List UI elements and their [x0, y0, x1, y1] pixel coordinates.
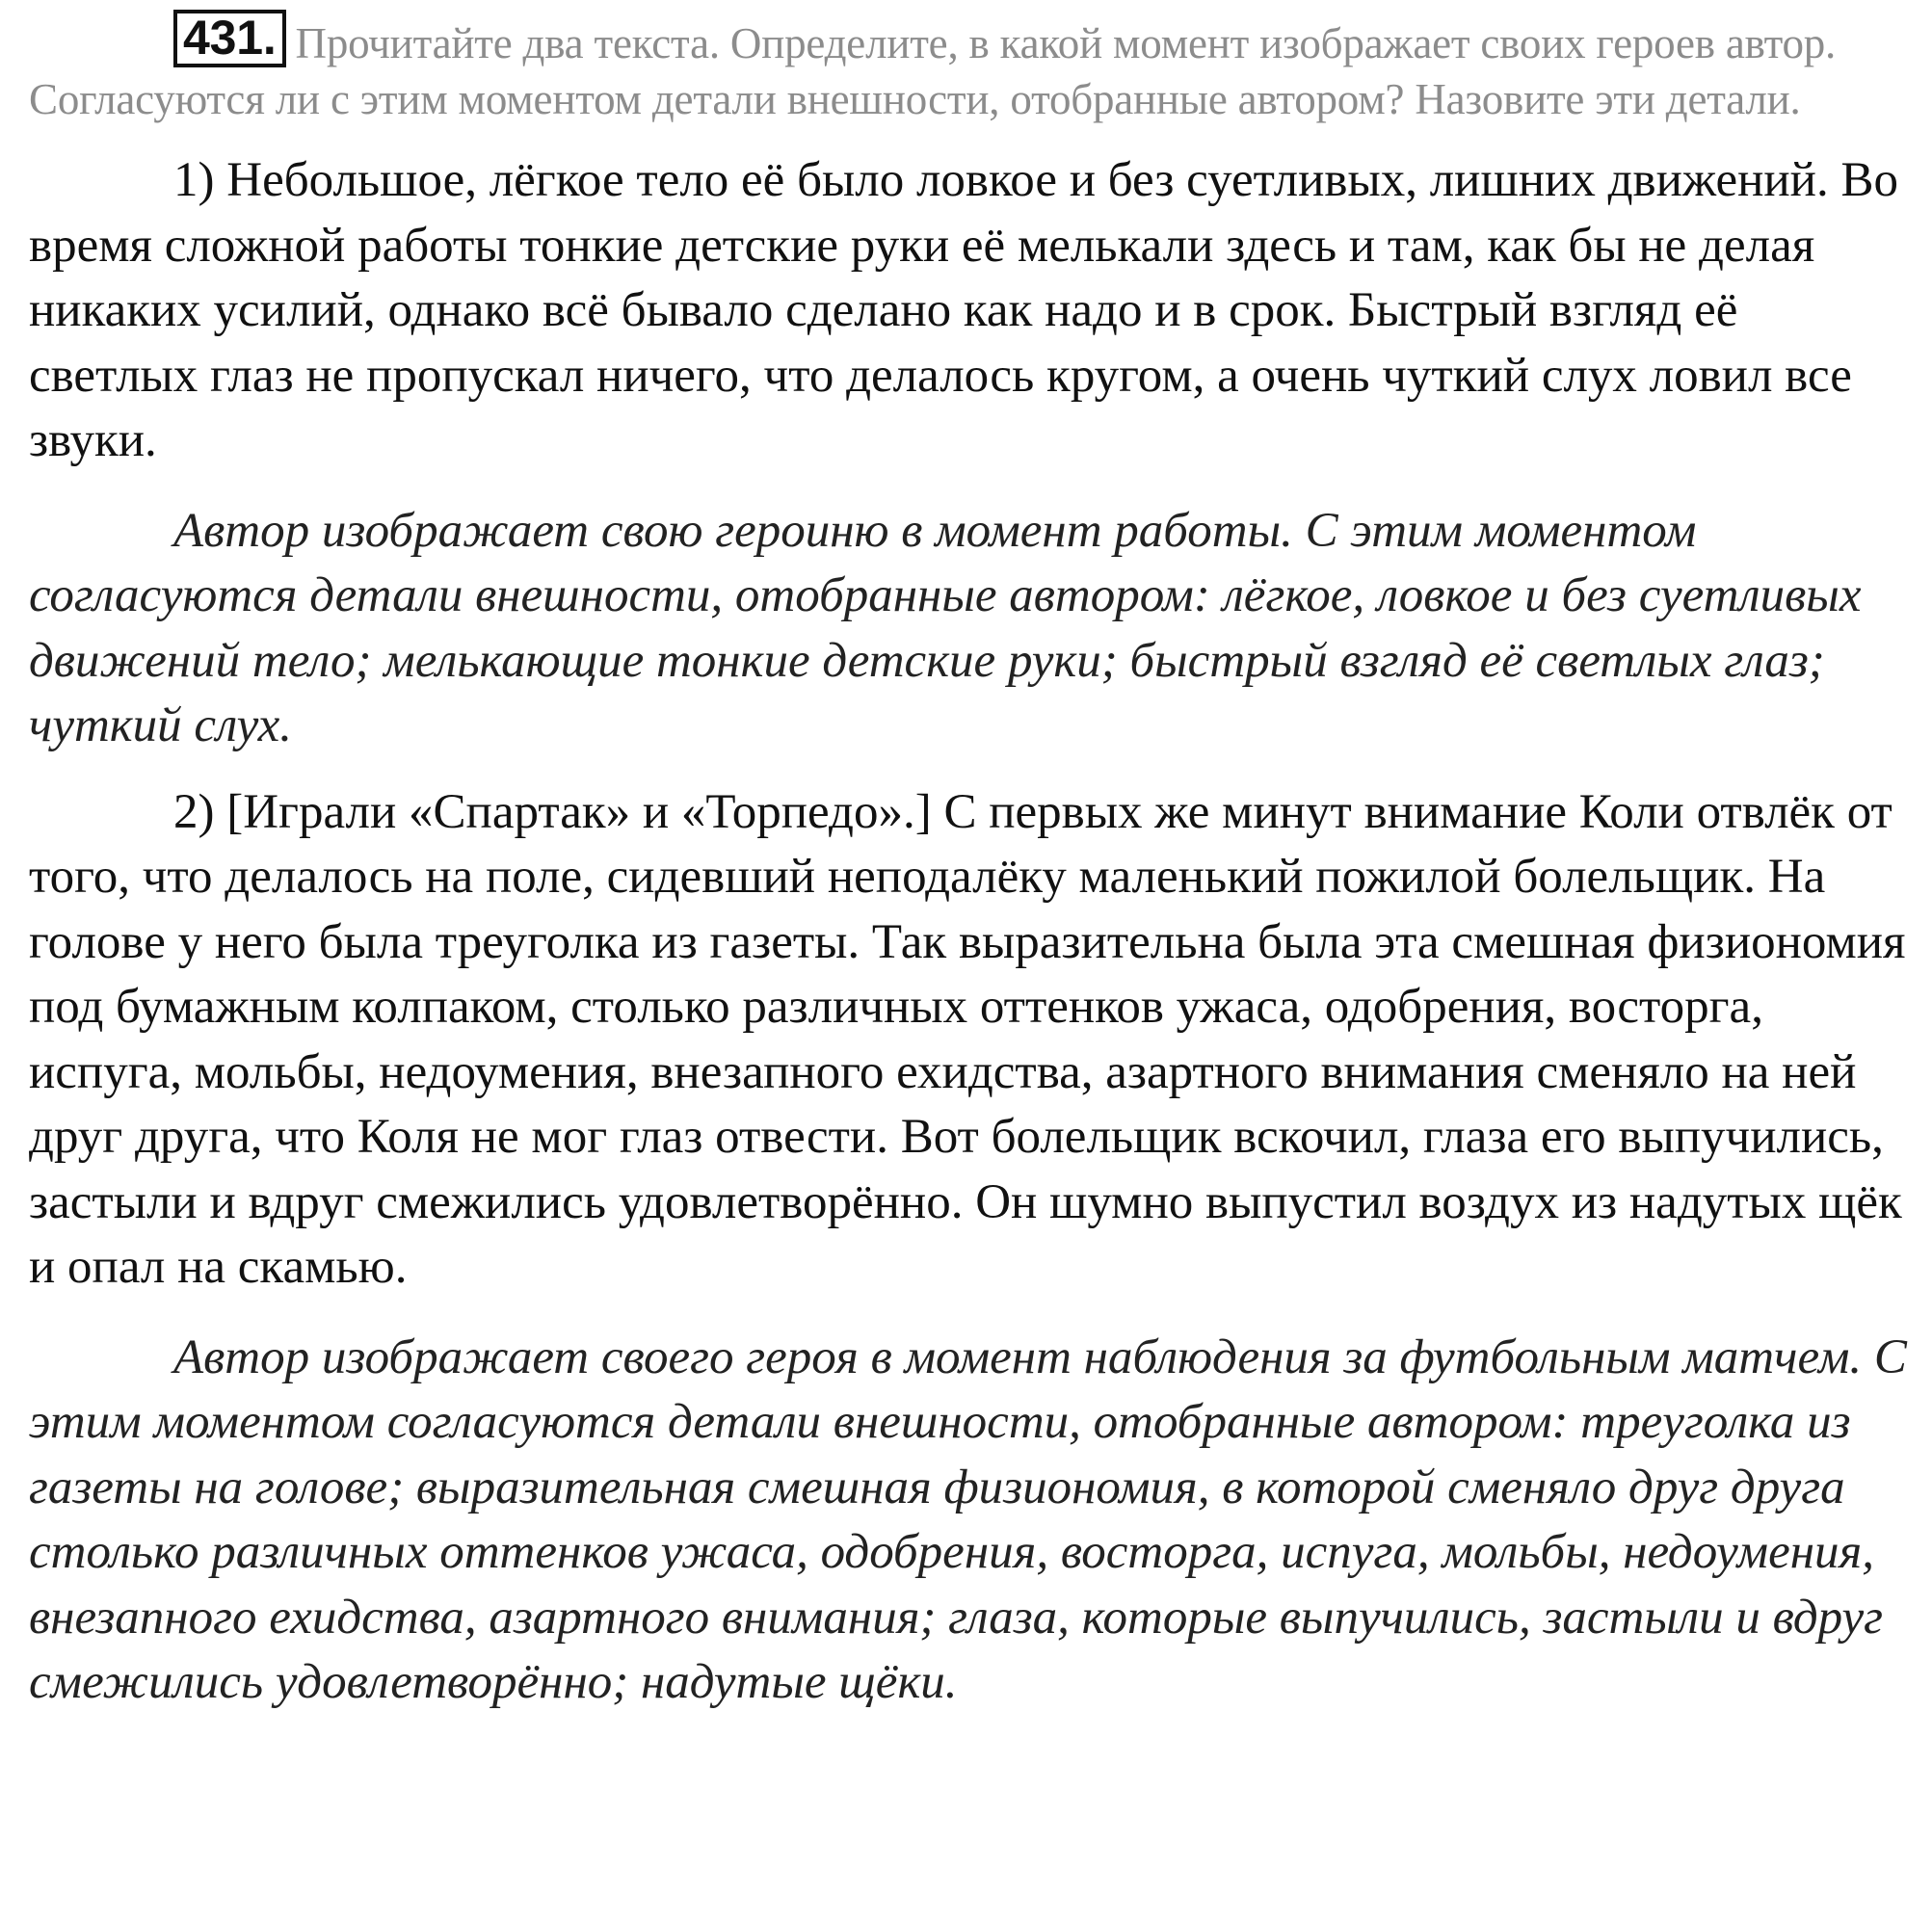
- passage-1: 1) Небольшое, лёгкое тело её было ловкое и без суетливых, лишних движений. Во время сложной работы тонкие детские руки её мелькали здесь и там, как бы не делая никаких усилий, однако всё бывало сделано как надо и в срок. Быстрый взгляд её светлых глаз не пропускал ничего, что делалось кругом, а очень чуткий слух ловил все звуки.: [29, 153, 1898, 467]
- task-instruction: Прочитайте два текста. Определите, в какой момент изображает своих героев автор. Согласуются ли с этим моментом детали внешности, отобранные автором? Назовите эти детали.: [29, 19, 1837, 123]
- answer-1: Автор изображает свою героиню в момент работы. С этим моментом согласуются детали внешности, отобранные автором: лёгкое, ловкое и без суетливых движений тело; мелькающие тонкие детские руки; быстрый взгляд её светлых глаз; чуткий слух.: [29, 503, 1862, 752]
- task-number-badge: 431.: [173, 10, 286, 67]
- answer-2: Автор изображает своего героя в момент наблюдения за футбольным матчем. С этим моментом согласуются детали внешности, отобранные автором: треуголка из газеты на голове; выразительная смешная физиономия, в которой сменяло друг друга столько различных оттенков ужаса, одобрения, восторга, испуга, мольбы, недоумения, внезапного ехидства, азартного внимания; глаза, которые выпучились, застыли и вдруг смежились удовлетворённо; надутые щёки.: [29, 1330, 1907, 1709]
- passage-2: 2) [Играли «Спартак» и «Торпедо».] С первых же минут внимание Коли отвлёк от того, что делалось на поле, сидевший неподалёку маленький пожилой болельщик. На голове у него была треуголка из газеты. Так выразительна была эта смешная физиономия под бумажным колпаком, столько различных оттенков ужаса, одобрения, восторга, испуга, мольбы, недоумения, внезапного ехидства, азартного внимания сменяло на ней друг друга, что Коля не мог глаз отвести. Вот болельщик вскочил, глаза его выпучились, застыли и вдруг смежились удовлетворённо. Он шумно выпустил воздух из надутых щёк и опал на скамью.: [29, 784, 1906, 1294]
- exercise-page: [29, 10, 1908, 1716]
- task-header: [29, 10, 1908, 127]
